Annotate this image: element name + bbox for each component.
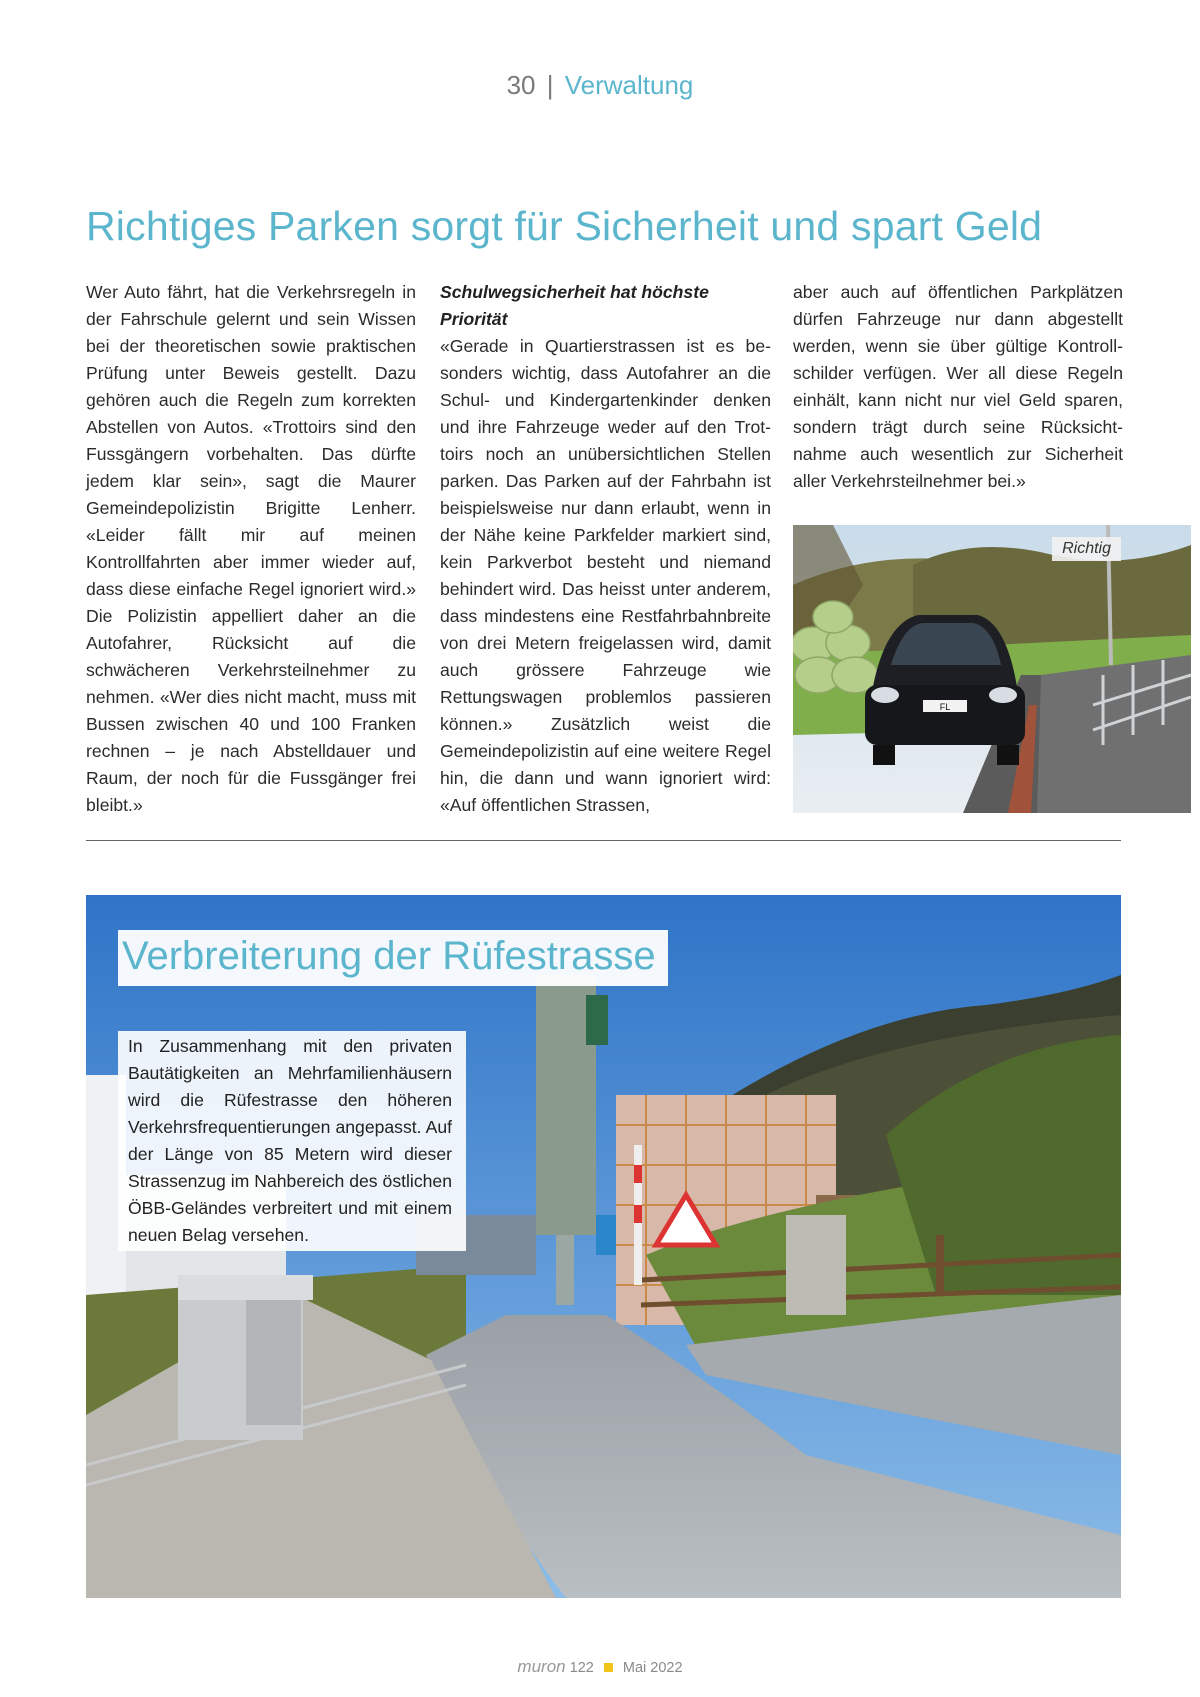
article-column-2 — [440, 279, 771, 819]
section-divider — [86, 840, 1121, 841]
article-column-1 — [86, 279, 416, 819]
article-title: Richtiges Parken sorgt für Sicherheit und spart Geld — [86, 203, 1043, 249]
photo-body-text: In Zusammenhang mit den privaten Bautätigkeiten an Mehrfamilienhäusern wird die Rüfestrasse den höheren Verkehrsfrequentierungen angepasst. Auf der Länge von 85 Metern wird dieser Strassenzug im Nahbereich des östlichen ÖBB-Geländes verbreitert und mit einem neuen Belag versehen. — [118, 1031, 466, 1251]
parked-car-photo — [793, 525, 1191, 813]
header-separator: | — [546, 70, 554, 100]
column-1-text: Wer Auto fährt, hat die Verkehrsregeln in der Fahrschule gelernt und sein Wissen bei der theoretischen sowie praktischen Prüfung unter Beweis gestellt. Dazu gehören auch die Regeln zum korrekten Abstellen von Autos. «Trottoirs sind den Fussgängern vorbehalten. Das dürfte jedem klar sein», sagt die Maurer Gemeindepolizistin Brigitte Lenherr. «Leider fällt mir auf meinen Kontrollfahrten aber immer wieder auf, dass diese einfache Regel ignoriert wird.» Die Polizistin appelliert daher an die Autofahrer, Rücksicht auf die schwächeren Verkehrsteilnehmer zu nehmen. «Wer dies nicht macht, muss mit Bussen zwischen 40 und 100 Franken rechnen – je nach Abstelldauer und Raum, der noch für die Fussgänger frei bleibt.» — [86, 282, 416, 815]
footer-square-icon — [604, 1663, 613, 1672]
photo-headline: Verbreiterung der Rüfestrasse — [118, 930, 668, 986]
page-number: 30 — [506, 70, 536, 100]
car-photo-illustration — [793, 525, 1191, 813]
license-plate: FL — [939, 702, 951, 712]
column-2-text: «Gerade in Quartierstrassen ist es besonders wichtig, dass Autofahrer an die Schul- und Kindergartenkinder denken und ihre Fahrzeuge weder auf den Trottoirs noch an unübersichtlichen Stellen parken. Das Parken auf der Fahrbahn ist beispielsweise nur dann erlaubt, wenn in der Nähe keine Parkfelder markiert sind, kein Parkverbot besteht und niemand behindert wird. Das heisst unter anderem, dass mindestens eine Restfahrbahnbreite von drei Metern freigelassen wird, damit auch grössere Fahrzeuge wie Rettungswagen problemlos passieren können.» Zusätzlich weist die Gemeindepolizistin auf eine weitere Regel hin, die dann und wann ignoriert wird: «Auf öffentlichen Strassen, — [440, 336, 771, 815]
article-column-3 — [793, 279, 1123, 495]
road-construction-photo — [86, 895, 1121, 1598]
page-footer — [0, 1657, 1200, 1677]
photo-caption: Richtig — [1052, 537, 1121, 561]
issue-date: Mai 2022 — [622, 1660, 683, 1676]
issue-number: 122 — [569, 1660, 594, 1676]
subheading: Schulwegsicherheit hat höchste Priorität — [440, 282, 709, 329]
column-3-text: aber auch auf öffentlichen Parkplätzen dürfen Fahrzeuge nur dann abgestellt werden, wenn sie über gültige Kontrollschilder verfügen. Wer all diese Regeln einhält, kann nicht nur viel Geld sparen, sondern trägt durch seine Rücksichtnahme auch wesentlich zur Sicherheit aller Verkehrsteilnehmer bei.» — [793, 282, 1123, 491]
section-name: Verwaltung — [564, 70, 694, 100]
magazine-name: muron — [517, 1657, 566, 1676]
page-header — [0, 70, 1200, 101]
